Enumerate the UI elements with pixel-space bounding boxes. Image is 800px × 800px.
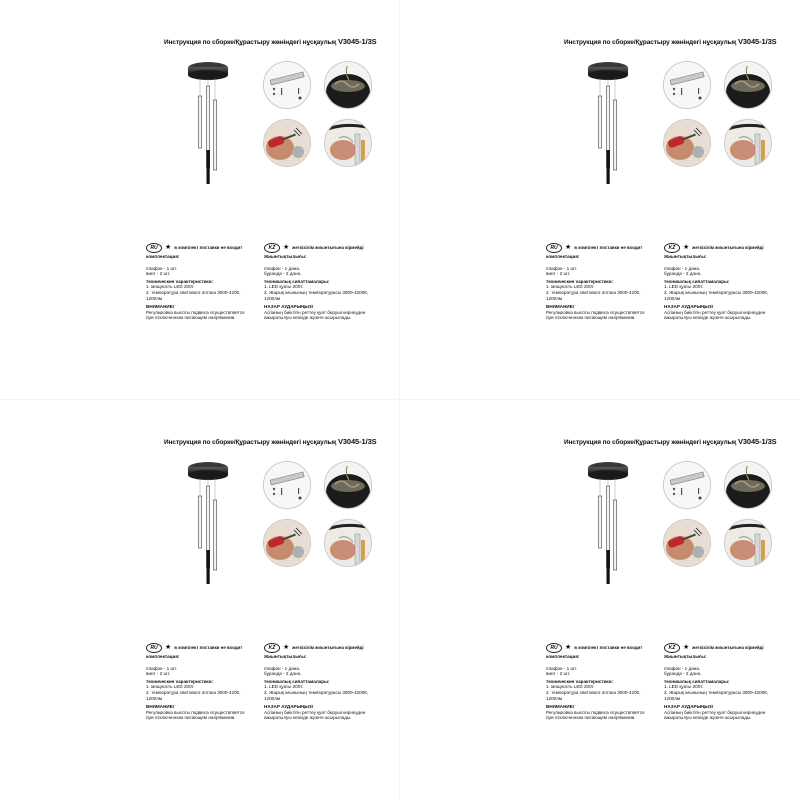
model-number: V3045-1/3S <box>737 437 777 446</box>
ru-item: винт - 2 шт. <box>546 671 571 677</box>
kz-tech-heading: техникалық сипаттамалары: <box>664 678 730 684</box>
ru-column <box>546 643 674 721</box>
height-adjust-photo <box>724 519 772 567</box>
kz-star-note: жеткізілім жиынтығына кірмейді <box>292 644 364 650</box>
height-adjust-photo <box>724 119 772 167</box>
kz-column <box>264 643 392 721</box>
pendant-lamp-illustration <box>578 458 638 588</box>
ru-column <box>146 243 274 321</box>
kz-warning-line: ажыратылуы кезінде жүзеге асырылады. <box>664 315 752 321</box>
instruction-title <box>564 437 777 446</box>
ru-heading: комплектация: <box>146 254 180 259</box>
pendant-lamp-illustration <box>578 58 638 188</box>
kz-warning-title: НАЗАР АУДАРЫҢЫЗ! <box>664 304 714 310</box>
kz-item: плафон - 1 дана. <box>264 265 301 271</box>
ru-star-note: в комплект поставки не входит <box>174 644 243 650</box>
ru-item: винт - 2 шт. <box>546 271 571 277</box>
kz-tech-item: 2. Жарық ағынының температурасы 3000-4200К, <box>664 689 769 695</box>
pendant-lamp-illustration <box>178 458 238 588</box>
star-icon: ★ <box>565 643 572 651</box>
model-number: V3045-1/3S <box>337 437 377 446</box>
ru-item: плафон - 1 шт. <box>546 665 578 671</box>
instruction-card <box>0 400 400 800</box>
ru-item: винт - 2 шт. <box>146 271 171 277</box>
instruction-title <box>564 37 777 46</box>
ru-heading: комплектация: <box>546 254 580 259</box>
kz-item: плафон - 1 дана. <box>664 665 701 671</box>
screwdriver-photo <box>263 519 311 567</box>
kz-tech-item: 1. LED қуаты 200т. <box>664 684 704 690</box>
ru-tech-item: 2. температура светового потока 3000-4200, <box>146 689 241 695</box>
kz-tech-item: 1. LED қуаты 200т. <box>264 284 304 290</box>
kz-warning-title: НАЗАР АУДАРЫҢЫЗ! <box>664 704 714 710</box>
kz-warning-line: ажыратылуы кезінде жүзеге асырылады. <box>264 315 352 321</box>
kz-warning-title: НАЗАР АУДАРЫҢЫЗ! <box>264 704 314 710</box>
kz-tech-heading: техникалық сипаттамалары: <box>664 278 730 284</box>
ru-tech-item: 1200лм <box>546 695 563 701</box>
ru-warning-line: при отключенном питающем напряжении. <box>546 715 636 721</box>
kz-tech-item: 1. LED қуаты 200т. <box>664 284 704 290</box>
ru-warning-title: ВНИМАНИЕ! <box>146 304 175 310</box>
ru-item: плафон - 1 шт. <box>546 265 578 271</box>
star-icon: ★ <box>165 243 172 251</box>
ru-warning-line: при отключенном питающем напряжении. <box>546 315 636 321</box>
star-icon: ★ <box>683 643 690 651</box>
kz-tech-item: 1200лм <box>664 295 681 301</box>
ru-heading: комплектация: <box>546 654 580 659</box>
title-text: Инструкция по сборке/Құрастыру жөніндегі нұсқаулық <box>164 39 337 46</box>
kz-heading: Жиынтықтылығы: <box>664 254 707 259</box>
ru-tech-item: 2. температура светового потока 3000-4200, <box>546 689 641 695</box>
kz-item: плафон - 1 дана. <box>664 265 701 271</box>
instruction-card <box>400 400 800 800</box>
kz-column <box>664 243 792 321</box>
ru-badge: RU <box>546 243 562 253</box>
screwdriver-photo <box>663 119 711 167</box>
ru-heading: комплектация: <box>146 654 180 659</box>
ru-warning-title: ВНИМАНИЕ! <box>146 704 175 710</box>
model-number: V3045-1/3S <box>337 37 377 46</box>
ru-warning-line: Регулировка высоты подвеса осуществляется <box>546 709 645 715</box>
ru-warning-line: при отключенном питающем напряжении. <box>146 315 236 321</box>
ru-badge: RU <box>146 243 162 253</box>
canopy-wiring-photo <box>324 61 372 109</box>
ru-warning-line: Регулировка высоты подвеса осуществляется <box>546 309 645 315</box>
kz-tech-item: 2. Жарық ағынының температурасы 3000-4200К, <box>664 289 769 295</box>
kz-badge: KZ <box>264 643 280 653</box>
ru-tech-item: 1200лм <box>146 295 163 301</box>
star-icon: ★ <box>283 643 290 651</box>
ru-tech-heading: технические характеристики: <box>546 278 614 284</box>
ru-warning-line: Регулировка высоты подвеса осуществляется <box>146 709 245 715</box>
ru-badge: RU <box>146 643 162 653</box>
ru-item: винт - 2 шт. <box>146 671 171 677</box>
instruction-card <box>0 0 400 400</box>
kz-warning-line: ажыратылуы кезінде жүзеге асырылады. <box>664 715 752 721</box>
ru-tech-heading: технические характеристики: <box>146 678 214 684</box>
kz-warning-line: Аспаның биіктігін реттеу қуат беруші кернеуден <box>664 709 766 715</box>
kz-tech-item: 1200лм <box>664 695 681 701</box>
mounting-bracket-photo <box>663 61 711 109</box>
height-adjust-photo <box>324 519 372 567</box>
kz-item: бұрандa - 2 дана. <box>664 271 702 277</box>
ru-warning-line: при отключенном питающем напряжении. <box>146 715 236 721</box>
ru-star-note: в комплект поставки не входит <box>574 244 643 250</box>
kz-tech-item: 1200лм <box>264 695 281 701</box>
title-text: Инструкция по сборке/Құрастыру жөніндегі нұсқаулық <box>164 439 337 446</box>
height-adjust-photo <box>324 119 372 167</box>
kz-item: плафон - 1 дана. <box>264 665 301 671</box>
ru-tech-item: 1. мощность LED 200т. <box>146 284 195 290</box>
kz-star-note: жеткізілім жиынтығына кірмейді <box>292 244 364 250</box>
pendant-lamp-illustration <box>178 58 238 188</box>
kz-tech-heading: техникалық сипаттамалары: <box>264 678 330 684</box>
kz-badge: KZ <box>664 243 680 253</box>
kz-tech-heading: техникалық сипаттамалары: <box>264 278 330 284</box>
kz-tech-item: 1200лм <box>264 295 281 301</box>
screwdriver-photo <box>663 519 711 567</box>
star-icon: ★ <box>565 243 572 251</box>
ru-column <box>146 643 274 721</box>
model-number: V3045-1/3S <box>737 37 777 46</box>
kz-heading: Жиынтықтылығы: <box>264 654 307 659</box>
star-icon: ★ <box>283 243 290 251</box>
ru-column <box>546 243 674 321</box>
mounting-bracket-photo <box>663 461 711 509</box>
ru-warning-title: ВНИМАНИЕ! <box>546 304 575 310</box>
ru-item: плафон - 1 шт. <box>146 665 178 671</box>
ru-tech-item: 1. мощность LED 200т. <box>146 684 195 690</box>
kz-tech-item: 2. Жарық ағынының температурасы 3000-4200К, <box>264 689 369 695</box>
kz-badge: KZ <box>264 243 280 253</box>
ru-tech-item: 1. мощность LED 200т. <box>546 684 595 690</box>
kz-warning-line: ажыратылуы кезінде жүзеге асырылады. <box>264 715 352 721</box>
kz-warning-title: НАЗАР АУДАРЫҢЫЗ! <box>264 304 314 310</box>
instruction-card <box>400 0 800 400</box>
ru-tech-item: 1. мощность LED 200т. <box>546 284 595 290</box>
ru-warning-line: Регулировка высоты подвеса осуществляется <box>146 309 245 315</box>
kz-warning-line: Аспаның биіктігін реттеу қуат беруші кернеуден <box>264 709 366 715</box>
canopy-wiring-photo <box>724 461 772 509</box>
ru-tech-item: 2. температура светового потока 3000-4200, <box>146 289 241 295</box>
kz-heading: Жиынтықтылығы: <box>264 254 307 259</box>
kz-star-note: жеткізілім жиынтығына кірмейді <box>692 244 764 250</box>
ru-item: плафон - 1 шт. <box>146 265 178 271</box>
title-text: Инструкция по сборке/Құрастыру жөніндегі нұсқаулық <box>564 39 737 46</box>
ru-badge: RU <box>546 643 562 653</box>
ru-tech-heading: технические характеристики: <box>546 678 614 684</box>
kz-tech-item: 1. LED қуаты 200т. <box>264 684 304 690</box>
star-icon: ★ <box>683 243 690 251</box>
canopy-wiring-photo <box>324 461 372 509</box>
ru-star-note: в комплект поставки не входит <box>174 244 243 250</box>
instruction-title <box>164 37 377 46</box>
mounting-bracket-photo <box>263 61 311 109</box>
mounting-bracket-photo <box>263 461 311 509</box>
ru-tech-item: 1200лм <box>146 695 163 701</box>
instruction-title <box>164 437 377 446</box>
kz-tech-item: 2. Жарық ағынының температурасы 3000-4200К, <box>264 289 369 295</box>
canopy-wiring-photo <box>724 61 772 109</box>
kz-column <box>264 243 392 321</box>
kz-warning-line: Аспаның биіктігін реттеу қуат беруші кернеуден <box>264 309 366 315</box>
ru-tech-item: 1200лм <box>546 295 563 301</box>
ru-star-note: в комплект поставки не входит <box>574 644 643 650</box>
kz-column <box>664 643 792 721</box>
kz-item: бұрандa - 2 дана. <box>264 671 302 677</box>
kz-item: бұрандa - 2 дана. <box>264 271 302 277</box>
kz-item: бұрандa - 2 дана. <box>664 671 702 677</box>
title-text: Инструкция по сборке/Құрастыру жөніндегі нұсқаулық <box>564 439 737 446</box>
kz-badge: KZ <box>664 643 680 653</box>
star-icon: ★ <box>165 643 172 651</box>
kz-warning-line: Аспаның биіктігін реттеу қуат беруші кернеуден <box>664 309 766 315</box>
screwdriver-photo <box>263 119 311 167</box>
ru-tech-heading: технические характеристики: <box>146 278 214 284</box>
ru-tech-item: 2. температура светового потока 3000-4200, <box>546 289 641 295</box>
kz-star-note: жеткізілім жиынтығына кірмейді <box>692 644 764 650</box>
kz-heading: Жиынтықтылығы: <box>664 654 707 659</box>
ru-warning-title: ВНИМАНИЕ! <box>546 704 575 710</box>
